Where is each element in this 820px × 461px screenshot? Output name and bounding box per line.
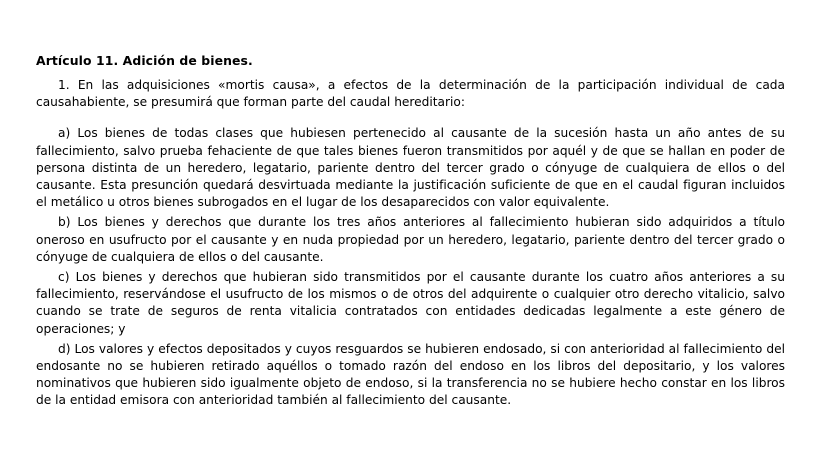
article-heading: Artículo 11. Adición de bienes. [36,53,253,68]
paragraph-c: c) Los bienes y derechos que hubieran sido transmitidos por el causante durante los cuatro años anteriores a su fallecimiento, reservándose el usufructo de los mismos o de otros del adquirente o cualquier otro derecho vitalicio, salvo cuando se trate de seguros de renta vitalicia contratados con entidades dedicadas legalmente a este género de operaciones; y [36,270,785,336]
paragraph-a: a) Los bienes de todas clases que hubiesen pertenecido al causante de la sucesión hasta un año antes de su fallecimiento, salvo prueba fehaciente de que tales bienes fueron transmitidos por aquél y de que se hallan en poder de persona distinta de un heredero, legatario, pariente dentro del tercer grado o cónyuge de cualquiera de ellos o del causante. Esta presunción quedará desvirtuada mediante la justificación suficiente de que en el caudal figuran incluidos el metálico u otros bienes subrogados en el lugar de los desaparecidos con valor equivalente. [36,126,785,210]
paragraph-d: d) Los valores y efectos depositados y cuyos resguardos se hubieren endosado, si con anterioridad al fallecimiento del endosante no se hubieren retirado aquéllos o tomado razón del endoso en los libros del depositario, y los valores nominativos que hubieren sido igualmente objeto de endoso, si la transferencia no se hubiere hecho constar en los libros de la entidad emisora con anterioridad también al fallecimiento del causante. [36,341,785,408]
document-text-block [36,52,785,410]
paragraph-1: 1. En las adquisiciones «mortis causa», a efectos de la determinación de la participación individual de cada causahabiente, se presumirá que forman parte del caudal hereditario: [36,78,785,110]
paragraph-b: b) Los bienes y derechos que durante los tres años anteriores al fallecimiento hubieran sido adquiridos a título oneroso en usufructo por el causante y en nuda propiedad por un heredero, legatario, pariente dentro del tercer grado o cónyuge de cualquiera de ellos o del causante. [36,215,785,264]
